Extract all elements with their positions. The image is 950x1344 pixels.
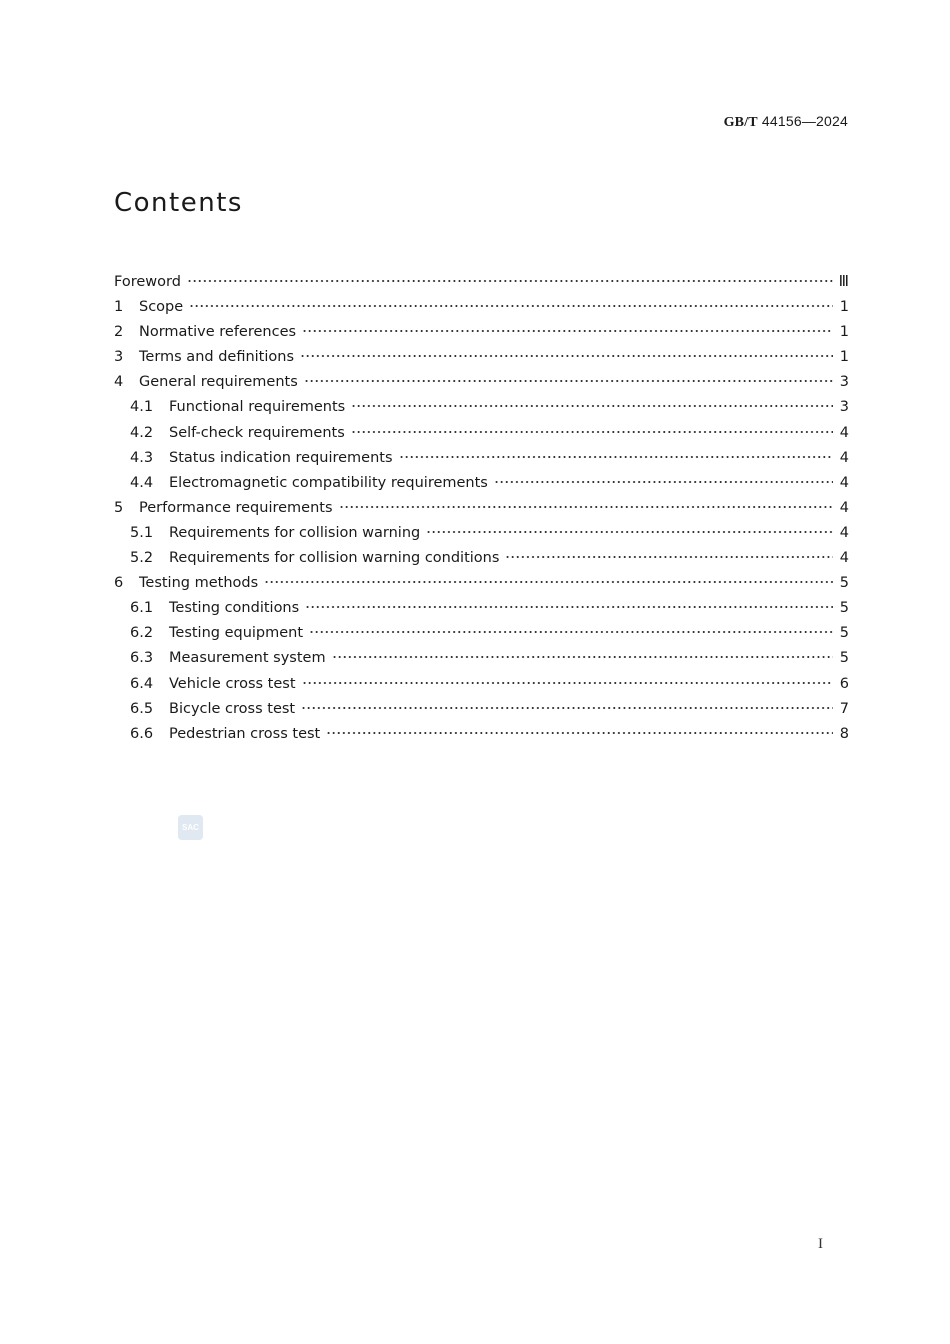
toc-entry-number: 4.2 <box>130 424 154 441</box>
toc-entry[interactable] <box>114 270 849 295</box>
toc-entry[interactable] <box>114 521 849 546</box>
toc-leader-dots <box>339 506 833 508</box>
toc-entry-title: Electromagnetic compatibility requirements <box>169 474 488 491</box>
toc-entry-number: 6.6 <box>130 725 154 742</box>
toc-entry-number: 4 <box>114 374 124 391</box>
toc-entry-page: 7 <box>839 700 849 717</box>
toc-entry[interactable] <box>114 370 849 395</box>
toc-entry-page: 4 <box>839 499 849 516</box>
toc-leader-dots <box>302 682 833 684</box>
standard-number <box>724 113 848 131</box>
toc-entry[interactable] <box>114 471 849 496</box>
toc-entry[interactable] <box>114 621 849 646</box>
toc-entry[interactable] <box>114 672 849 697</box>
toc-entry-page: 5 <box>839 600 849 617</box>
toc-entry-page: 4 <box>839 424 849 441</box>
toc-entry-number: 4.3 <box>130 449 154 466</box>
toc-entry-page: Ⅲ <box>838 274 849 290</box>
toc-entry-page: 4 <box>839 449 849 466</box>
toc-entry-page: 1 <box>839 324 849 341</box>
toc-entry-number: 6.3 <box>130 650 154 667</box>
toc-entry-page: 5 <box>839 650 849 667</box>
toc-entry-title: Terms and definitions <box>139 349 295 366</box>
toc-entry-title: Testing conditions <box>169 600 300 617</box>
sac-logo-icon <box>178 815 203 840</box>
toc-leader-dots <box>326 732 833 734</box>
toc-entry-number: 4.1 <box>130 399 154 416</box>
standard-prefix: GB/T <box>723 115 758 130</box>
toc-leader-dots <box>302 330 833 332</box>
toc-entry[interactable] <box>114 496 849 521</box>
toc-entry-title: Functional requirements <box>169 399 346 416</box>
toc-entry-number: 6.5 <box>130 700 154 717</box>
toc-entry-number: 6.1 <box>130 600 154 617</box>
toc-entry[interactable] <box>114 295 849 320</box>
toc-entry[interactable] <box>114 697 849 722</box>
toc-leader-dots <box>505 556 833 558</box>
page-title: Contents <box>114 188 243 218</box>
toc-entry[interactable] <box>114 421 849 446</box>
toc-entry-page: 5 <box>839 625 849 642</box>
toc-leader-dots <box>426 531 833 533</box>
toc-entry-number: 5.2 <box>130 550 154 567</box>
toc-entry-title: Requirements for collision warning conditions <box>169 550 500 567</box>
toc-entry-title: Requirements for collision warning <box>169 524 421 541</box>
toc-entry-page: 4 <box>839 550 849 567</box>
toc-entry-title: Testing equipment <box>169 625 304 642</box>
toc-leader-dots <box>332 656 833 658</box>
toc-entry-title: Self-check requirements <box>169 424 345 441</box>
toc-entry-number: 6.2 <box>130 625 154 642</box>
toc-entry-page: 1 <box>839 349 849 366</box>
toc-entry-title: Normative references <box>139 324 297 341</box>
toc-entry-page: 8 <box>839 725 849 742</box>
toc-entry[interactable] <box>114 722 849 747</box>
toc-entry-number: 6 <box>114 575 124 592</box>
toc-entry-number: 1 <box>114 299 124 316</box>
toc-entry-number: 6.4 <box>130 675 154 692</box>
toc-entry-title: General requirements <box>139 374 298 391</box>
toc-entry-page: 5 <box>839 575 849 592</box>
toc-entry-page: 6 <box>839 675 849 692</box>
toc-leader-dots <box>304 380 833 382</box>
toc-leader-dots <box>187 280 833 282</box>
toc-leader-dots <box>301 707 833 709</box>
toc-entry-number: 4.4 <box>130 474 154 491</box>
page-number: I <box>818 1236 823 1252</box>
toc-entry-title: Pedestrian cross test <box>169 725 321 742</box>
toc-leader-dots <box>264 581 833 583</box>
toc-entry-page: 4 <box>839 524 849 541</box>
toc-leader-dots <box>189 305 833 307</box>
toc-entry-number: 2 <box>114 324 124 341</box>
toc-leader-dots <box>305 606 833 608</box>
toc-entry-page: 3 <box>839 399 849 416</box>
toc-entry-title: Measurement system <box>169 650 326 667</box>
toc-entry-number: 5.1 <box>130 524 154 541</box>
toc-entry-number: 3 <box>114 349 124 366</box>
toc-entry-page: 1 <box>839 299 849 316</box>
toc-entry[interactable] <box>114 345 849 370</box>
standard-code: 44156—2024 <box>761 113 848 129</box>
toc-entry[interactable] <box>114 546 849 571</box>
toc-entry-page: 4 <box>839 474 849 491</box>
toc-entry-title: Foreword <box>114 274 181 290</box>
toc-leader-dots <box>351 431 833 433</box>
toc-entry-title: Vehicle cross test <box>169 675 296 692</box>
toc-entry[interactable] <box>114 596 849 621</box>
toc-entry-title: Status indication requirements <box>169 449 393 466</box>
toc-entry[interactable] <box>114 320 849 345</box>
toc-leader-dots <box>351 405 833 407</box>
toc-leader-dots <box>494 481 833 483</box>
toc-entry-title: Testing methods <box>139 575 259 592</box>
toc-entry[interactable] <box>114 395 849 420</box>
toc-entry-title: Bicycle cross test <box>169 700 296 717</box>
toc-entry-title: Performance requirements <box>139 499 333 516</box>
toc-entry[interactable] <box>114 446 849 471</box>
toc-entry[interactable] <box>114 646 849 671</box>
table-of-contents <box>114 270 849 747</box>
toc-leader-dots <box>399 456 833 458</box>
toc-entry-title: Scope <box>139 299 184 316</box>
toc-leader-dots <box>309 631 833 633</box>
watermark-text: SAC <box>182 823 199 832</box>
toc-entry-number: 5 <box>114 499 124 516</box>
toc-entry[interactable] <box>114 571 849 596</box>
toc-leader-dots <box>300 355 833 357</box>
toc-entry-page: 3 <box>839 374 849 391</box>
